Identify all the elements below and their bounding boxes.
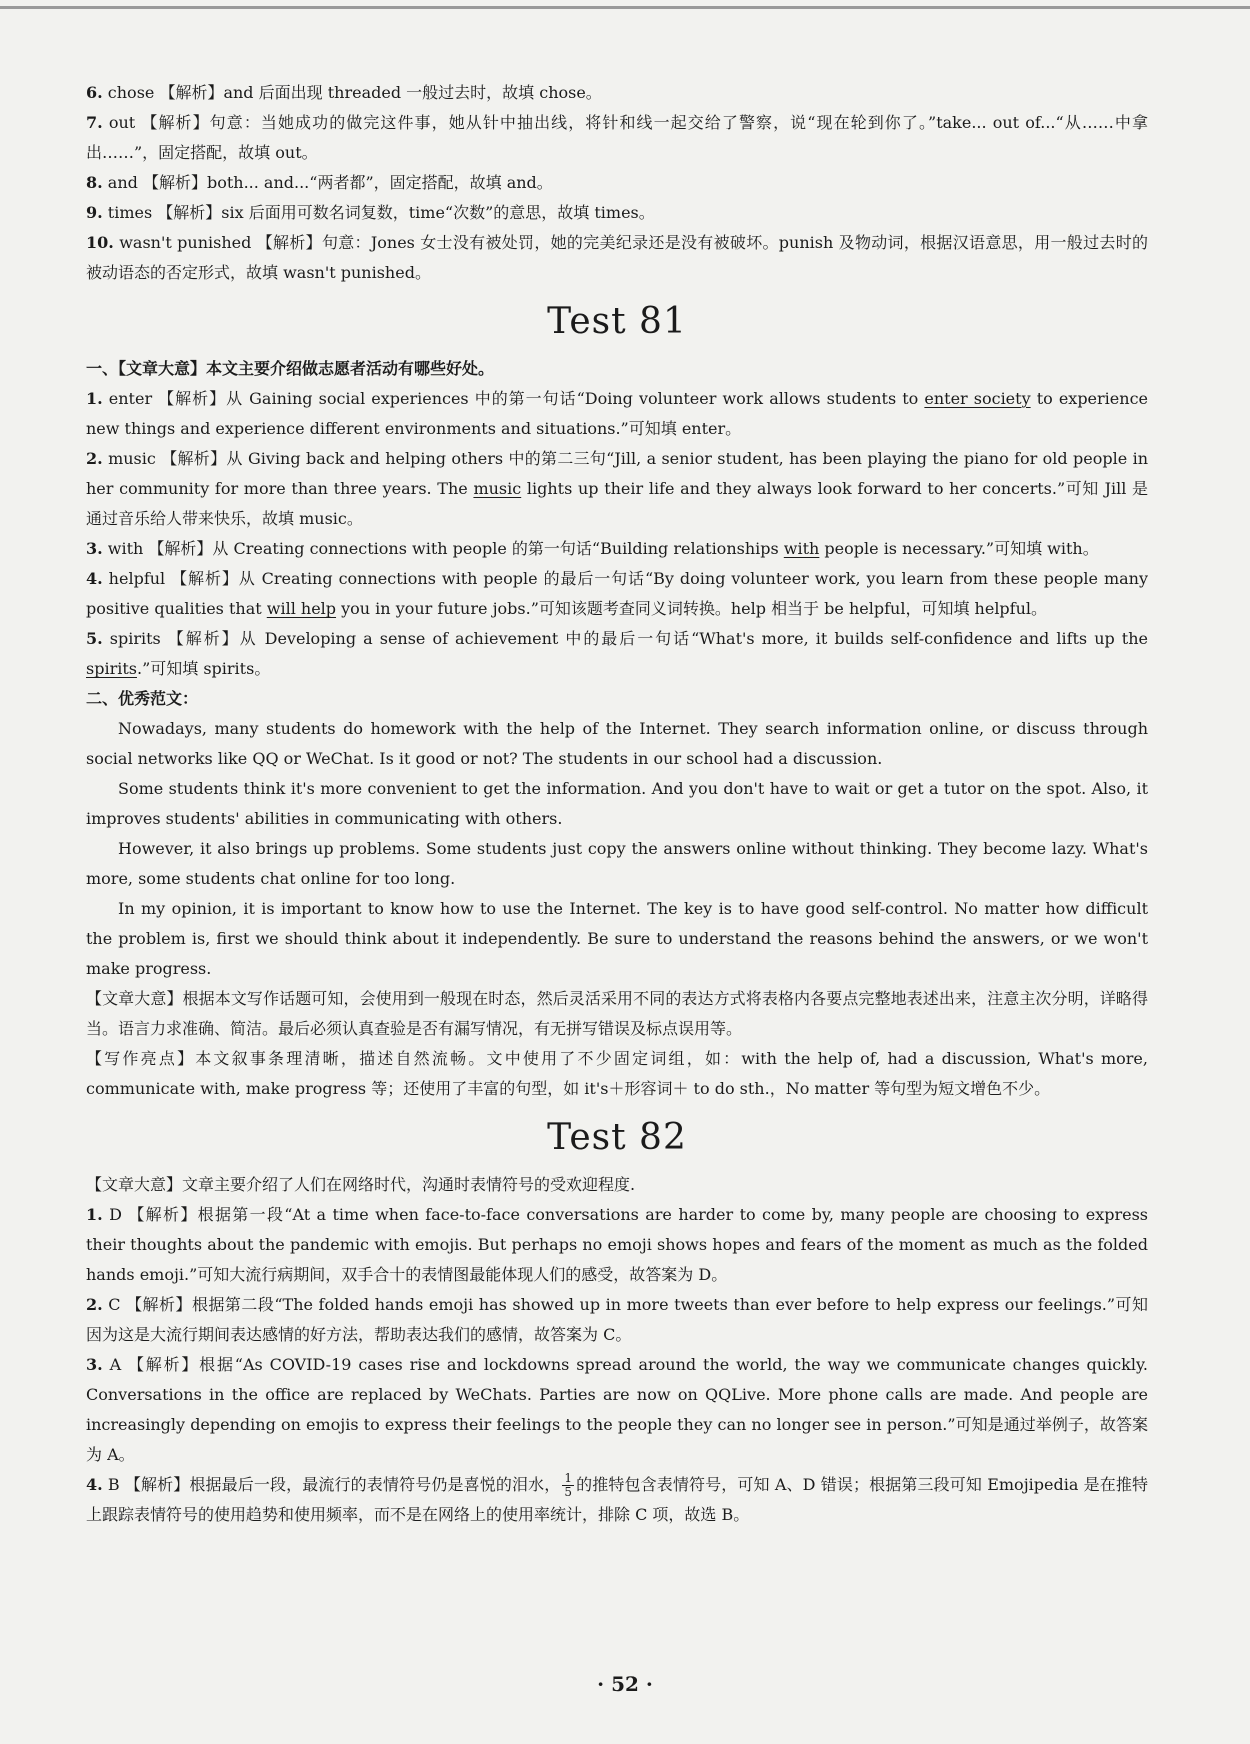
answer-item: 4. helpful 【解析】从 Creating connections with people 的最后一句话“By doing volunteer work, you learn from these people many positive qualities that will help you in your future jobs.”可知该题考查同义词转换。help 相当于 be helpful，可知填 helpful。 xyxy=(86,569,1148,618)
article-summary: 【文章大意】文章主要介绍了人们在网络时代，沟通时表情符号的受欢迎程度. xyxy=(86,1175,636,1194)
test-81-title: Test 81 xyxy=(547,301,687,342)
answer-item: 10. wasn't punished 【解析】句意：Jones 女士没有被处罚，她的完美纪录还是没有被破坏。punish 及物动词，根据汉语意思，用一般过去时的被动语态的否定形式，故填 wasn't punished。 xyxy=(86,233,1148,282)
answer-item: 9. times 【解析】six 后面用可数名词复数，time“次数”的意思，故填 times。 xyxy=(86,203,655,222)
fraction: $\frac{1}{5}$ xyxy=(564,1471,572,1499)
answer-item: 1. enter 【解析】从 Gaining social experiences 中的第一句话“Doing volunteer work allows students to enter society to experience new things and experience different environments and situations.”可知填 enter。 xyxy=(86,389,1148,438)
section-heading: 二、优秀范文： xyxy=(86,689,199,708)
answer-page xyxy=(86,78,1148,1530)
essay-note: 【写作亮点】本文叙事条理清晰，描述自然流畅。文中使用了不少固定词组，如：with the help of, had a discussion, What's more, communicate with, make progress 等；还使用了丰富的句型，如 it's＋形容词＋ to do sth.，No matter 等句型为短文增色不少。 xyxy=(86,1049,1148,1098)
test-82-title: Test 82 xyxy=(547,1117,687,1158)
page-number: · 52 · xyxy=(597,1672,653,1696)
essay-paragraph: Nowadays, many students do homework with the help of the Internet. They search information online, or discuss through social networks like QQ or WeChat. Is it good or not? The students in our school had a discussion. xyxy=(86,719,1148,768)
answer-item: 6. chose 【解析】and 后面出现 threaded 一般过去时，故填 chose。 xyxy=(86,83,602,102)
answer-item: 1. D 【解析】根据第一段“At a time when face-to-face conversations are harder to come by, many people are choosing to express their thoughts about the pandemic with emojis. But perhaps no emoji shows hopes and fears of the moment as much as the folded hands emoji.”可知大流行病期间，双手合十的表情图最能体现人们的感受，故答案为 D。 xyxy=(86,1205,1149,1284)
essay-paragraph: In my opinion, it is important to know how to use the Internet. The key is to have good self-control. No matter how difficult the problem is, first we should think about it independently. Be sure to understand the reasons behind the answers, or we won't make progress. xyxy=(86,899,1148,978)
answer-item: 7. out 【解析】句意：当她成功的做完这件事，她从针中抽出线，将针和线一起交给了警察，说“现在轮到你了。”take... out of...“从……中拿出……”，固定搭配，故填 out。 xyxy=(86,113,1148,162)
answer-item: 2. music 【解析】从 Giving back and helping others 中的第二三句“Jill, a senior student, has been playing the piano for old people in her community for more than three years. The music lights up their life and they always look forward to her concerts.”可知 Jill 是通过音乐给人带来快乐，故填 music。 xyxy=(86,449,1149,528)
answer-item: 2. C 【解析】根据第二段“The folded hands emoji has showed up in more tweets than ever before to help express our feelings.”可知因为这是大流行期间表达感情的好方法，帮助表达我们的感情，故答案为 C。 xyxy=(86,1295,1148,1344)
answer-item: 5. spirits 【解析】从 Developing a sense of achievement 中的最后一句话“What's more, it builds self-confidence and lifts up the spirits.”可知填 spirits。 xyxy=(86,629,1148,678)
answer-item: 4. B 【解析】根据最后一段，最流行的表情符号仍是喜悦的泪水， $\frac{1}{5}$ 的推特包含表情符号，可知 A、D 错误；根据第三段可知 Emojipedia 是在推特上跟踪表情符号的使用趋势和使用频率，而不是在网络上的使用率统计，排除 C 项，故选 B。 xyxy=(86,1471,1148,1524)
essay-note: 【文章大意】根据本文写作话题可知，会使用到一般现在时态，然后灵活采用不同的表达方式将表格内各要点完整地表述出来，注意主次分明，详略得当。语言力求准确、简洁。最后必须认真查验是否有漏写情况，有无拼写错误及标点误用等。 xyxy=(86,989,1148,1038)
essay-paragraph: Some students think it's more convenient to get the information. And you don't have to wait or get a tutor on the spot. Also, it improves students' abilities in communicating with others. xyxy=(86,779,1148,828)
section-heading: 一、【文章大意】本文主要介绍做志愿者活动有哪些好处。 xyxy=(86,359,495,378)
answer-item: 3. with 【解析】从 Creating connections with people 的第一句话“Building relationships with people is necessary.”可知填 with。 xyxy=(86,539,1099,558)
answer-item: 3. A 【解析】根据“As COVID-19 cases rise and lockdowns spread around the world, the way we communicate changes quickly. Conversations in the office are replaced by WeChats. Parties are now on QQLive. More phone calls are made. And people are increasingly depending on emojis to express their feelings to the people they can no longer see in person.”可知是通过举例子，故答案为 A。 xyxy=(86,1355,1148,1464)
essay-paragraph: However, it also brings up problems. Some students just copy the answers online without thinking. They become lazy. What's more, some students chat online for too long. xyxy=(86,839,1148,888)
top-rule xyxy=(0,6,1250,9)
answer-item: 8. and 【解析】both... and...“两者都”，固定搭配，故填 and。 xyxy=(86,173,553,192)
